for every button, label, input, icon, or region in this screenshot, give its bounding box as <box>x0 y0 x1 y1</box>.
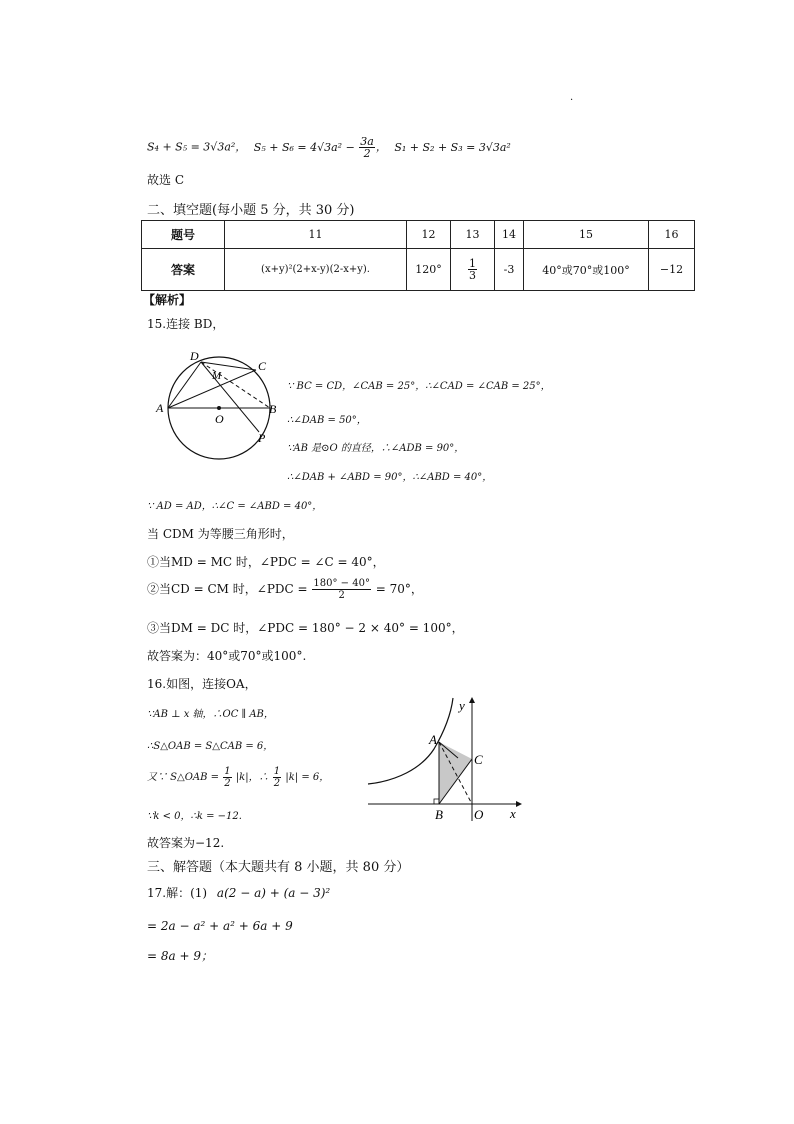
table-cell: 12 <box>407 221 451 249</box>
table-cell: 16 <box>649 221 695 249</box>
q16-frac-den: 2 <box>224 778 231 789</box>
formula-sep: ， <box>375 140 387 154</box>
label-b: B <box>269 402 277 416</box>
formula-frac-num: 3a <box>360 135 374 148</box>
table-row <box>142 221 695 249</box>
q15-case2-left: ②当CD = CM 时，∠PDC = <box>147 582 308 596</box>
table-cell: (x+y)²(2+x-y)(2-x+y). <box>225 249 407 291</box>
section2-title: 二、填空题(每小题 5 分，共 30 分) <box>147 203 355 218</box>
q15-line <box>147 578 423 601</box>
table-row <box>142 249 695 291</box>
q16-intro: 16.如图，连接OA， <box>147 677 257 691</box>
label-c: C <box>258 359 267 373</box>
label-o: O <box>215 412 224 426</box>
table-cell: 15 <box>524 221 649 249</box>
table-header-cell: 答案 <box>142 249 225 291</box>
hyperbola-figure <box>366 694 526 822</box>
formula-s4-s5: S₄ + S₅ = 3√3a² <box>147 140 236 154</box>
center-point <box>217 406 221 410</box>
analysis-title: 【解析】 <box>143 293 192 307</box>
table-cell: 11 <box>225 221 407 249</box>
q16-l3-left: 又∵ S△OAB = <box>147 772 220 783</box>
label-o: O <box>474 807 484 822</box>
formula-sep: ， <box>235 140 247 154</box>
q15-line: ∵ AD = AD，∴∠C = ∠ABD = 40°， <box>147 501 323 512</box>
table-cell: −12 <box>649 249 695 291</box>
choice-text: 故选 C <box>147 173 184 187</box>
section3-title: 三、解答题（本大题共有 8 小题，共 80 分） <box>147 860 410 875</box>
q16-line: ∴S△OAB = S△CAB = 6， <box>147 741 274 752</box>
table-cell: 14 <box>495 221 524 249</box>
q16-l3-right: |k| = 6， <box>285 772 330 783</box>
label-b: B <box>435 807 443 822</box>
q15-line: 当 CDM 为等腰三角形时， <box>147 527 294 541</box>
label-a: A <box>156 401 164 415</box>
q17-expr: a(2 − a) + (a − 3)² <box>216 886 331 900</box>
q15-side-line: ∴∠DAB + ∠ABD = 90°，∴∠ABD = 40°， <box>287 472 493 483</box>
label-m: M <box>212 370 222 382</box>
answer13-den: 3 <box>469 269 476 282</box>
q16-answer: 故答案为−12. <box>147 836 225 850</box>
answer-table <box>141 220 695 291</box>
table-cell: 13 <box>451 221 495 249</box>
q16-frac-num: 1 <box>224 766 231 777</box>
circle-figure <box>150 344 290 474</box>
y-arrow-icon <box>469 697 475 703</box>
q15-case2-right: = 70°， <box>375 582 423 596</box>
formula-frac-den: 2 <box>363 147 371 160</box>
q15-line: ①当MD = MC 时，∠PDC = ∠C = 40°， <box>147 555 385 569</box>
q15-answer: 故答案为：40°或70°或100°. <box>147 649 307 663</box>
q15-side-line: ∵AB 是⊙O 的直径，∴∠ADB = 90°， <box>287 443 465 454</box>
q15-intro: 15.连接 BD， <box>147 317 225 331</box>
q15-case2-num: 180° − 40° <box>313 578 370 589</box>
q15-line: ③当DM = DC 时，∠PDC = 180° − 2 × 40° = 100°， <box>147 621 464 635</box>
q15-side-line: ∵ BC = CD，∠CAB = 25°，∴∠CAD = ∠CAB = 25°， <box>287 381 551 392</box>
q16-line <box>147 766 329 789</box>
q16-line: ∵AB ⊥ x 轴，∴OC ∥ AB， <box>147 709 274 720</box>
formula-line <box>147 136 511 159</box>
q16-l3-mid: |k|，∴ <box>235 772 269 783</box>
label-a: A <box>429 732 437 747</box>
formula-s5-s6: S₅ + S₆ = 4√3a² − <box>253 140 355 154</box>
q17-prefix: 17.解：(1) <box>147 886 208 900</box>
label-d: D <box>190 349 199 363</box>
right-angle-mark <box>434 799 439 804</box>
q15-side-line: ∴∠DAB = 50°， <box>287 415 367 426</box>
x-arrow-icon <box>516 801 522 807</box>
header-dot: . <box>570 92 574 103</box>
formula-s1-s2-s3: S₁ + S₂ + S₃ = 3√3a² <box>394 140 511 154</box>
answer13-num: 1 <box>469 257 476 270</box>
table-cell: 120° <box>407 249 451 291</box>
q17-line: = 8a + 9； <box>147 949 213 963</box>
table-cell <box>451 249 495 291</box>
q17-line: = 2a − a² + a² + 6a + 9 <box>147 919 293 933</box>
table-header-cell: 题号 <box>142 221 225 249</box>
q16-frac-den: 2 <box>273 778 281 789</box>
q16-line: ∵k < 0，∴k = −12. <box>147 811 242 822</box>
table-cell: 40°或70°或100° <box>524 249 649 291</box>
label-c: C <box>474 752 483 767</box>
q16-frac-num: 1 <box>273 766 281 777</box>
q17-line <box>147 884 330 901</box>
q15-case2-den: 2 <box>338 590 345 601</box>
label-p: P <box>258 431 266 445</box>
label-x: x <box>510 806 516 821</box>
table-cell: -3 <box>495 249 524 291</box>
label-y: y <box>459 698 465 713</box>
